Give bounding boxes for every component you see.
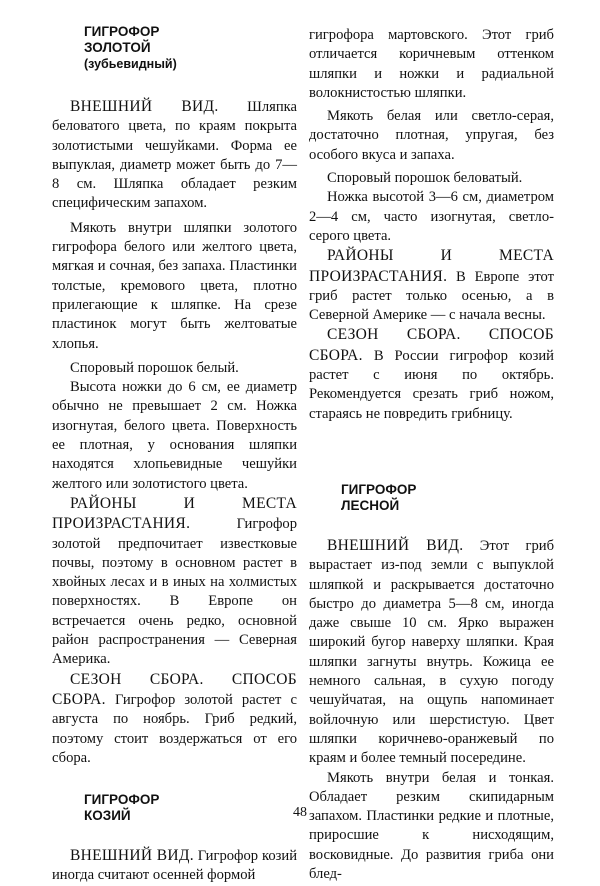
paragraph [309,536,554,769]
paragraph-text: Этот гриб вырастает из-под земли с выпуклой шляпкой и раскрывается достаточно быстро до диаметра 5—8 см, иногда даже свыше 10 см. Ярко выражен широкий бугор наверху шляпки. Края шляпки загнуты внутрь. Кожица ее немного сальная, в сухую погоду чешуйчатая, на ощупь напоминает войлочную или шерстистую. Цвет шляпки коричнево-оранжевый по краям и более темный посередине. [309,537,554,767]
paragraph: Мякоть белая или светло-серая, достаточно плотная, упругая, без особого вкуса и запаха. [309,108,554,163]
paragraph: Споровый порошок беловатый. [327,170,523,187]
section-label: ВНЕШНИЙ ВИД. [327,536,464,554]
section-label: РАЙОНЫ И МЕСТА ПРОИЗРАСТАНИЯ. [309,247,554,285]
page-number: 48 [293,805,307,820]
section-label: СЕЗОН СБОРА. СПОСОБ СБОРА. [52,670,297,708]
paragraph-text: Гигрофор золотой растет с августа по ноябрь. Гриб редкий, поэтому стоит воздержаться от его сбора. [52,691,297,766]
paragraph [309,246,554,325]
heading-line: ЛЕСНОЙ [341,497,400,513]
right-column [309,26,554,884]
heading-gigrofor-zolotoy [84,24,297,72]
heading-line: ГИГРОФОР [84,792,160,808]
section-label: СЕЗОН СБОРА. СПОСОБ СБОРА. [309,326,554,364]
paragraph: Споровый порошок белый. [70,359,239,376]
paragraph: Ножка высотой 3—6 см, диаметром 2—4 см, часто изогнутая, светло-серого цвета. [309,189,554,244]
paragraph: гигрофора мартовского. Этот гриб отличается коричневым оттенком шляпки и ножки и радиальной волокнистостью шляпки. [309,27,554,101]
left-column [52,24,297,886]
heading-subtitle: (зубьевидный) [84,57,177,71]
paragraph-text: Шляпка беловатого цвета, по краям покрыта золотистыми чешуйками. Форма ее выпуклая, диаметр может быть до 7—8 см. Шляпка обладает резким специфическим запахом. [52,99,297,212]
paragraph-text: В Европе этот гриб растет только осенью, а в Северной Америке — с начала весны. [309,268,554,324]
section-label: ВНЕШНИЙ ВИД. [70,847,194,865]
heading-line: ЗОЛОТОЙ [84,40,151,55]
paragraph [52,97,297,214]
heading-line: ГИГРОФОР [84,24,160,39]
paragraph [52,846,297,886]
paragraph: Мякоть внутри белая и тонкая. Обладает резким скипидарным запахом. Пластинки редкие и плотные, приросшие к нисходящим, восковидные. До развития гриба они блед- [309,769,554,882]
section-label: ВНЕШНИЙ ВИД. [70,98,219,115]
paragraph: Высота ножки до 6 см, ее диаметр обычно не превышает 2 см. Ножка изогнутая, белого цвета. Поверхность ее плотная, у основания шляпки находятся хлопьевидные чешуйки желтого или золотистого цвета. [52,379,297,492]
heading-gigrofor-lesnoy [341,482,554,514]
paragraph-text: Гигрофор золотой предпочитает известковые почвы, поэтому в основном растет в хвойных лесах и в иных на холмистых поверхностях. В Европе он встречается очень редко, основной район распространения — Северная Америка. [52,516,297,668]
paragraph-text: Гигрофор козий иногда считают осенней формой [52,848,298,884]
paragraph [52,494,297,670]
paragraph [52,670,297,768]
heading-line: ГИГРОФОР [341,481,417,497]
paragraph [309,325,554,423]
paragraph-text: В России гигрофор козий растет с июня по октябрь. Рекомендуется срезать гриб ножом, стараясь не повредить грибницу. [309,347,554,422]
paragraph: Мякоть внутри шляпки золотого гигрофора белого или желтого цвета, мягкая и сочная, без запаха. Пластинки толстые, кремового цвета, плотно прилегающие к шляпке. На срезе пластинок могут быть желтоватые хлопья. [52,219,297,352]
section-label: РАЙОНЫ И МЕСТА ПРОИЗРАСТАНИЯ. [52,494,297,533]
heading-line: КОЗИЙ [84,808,131,824]
